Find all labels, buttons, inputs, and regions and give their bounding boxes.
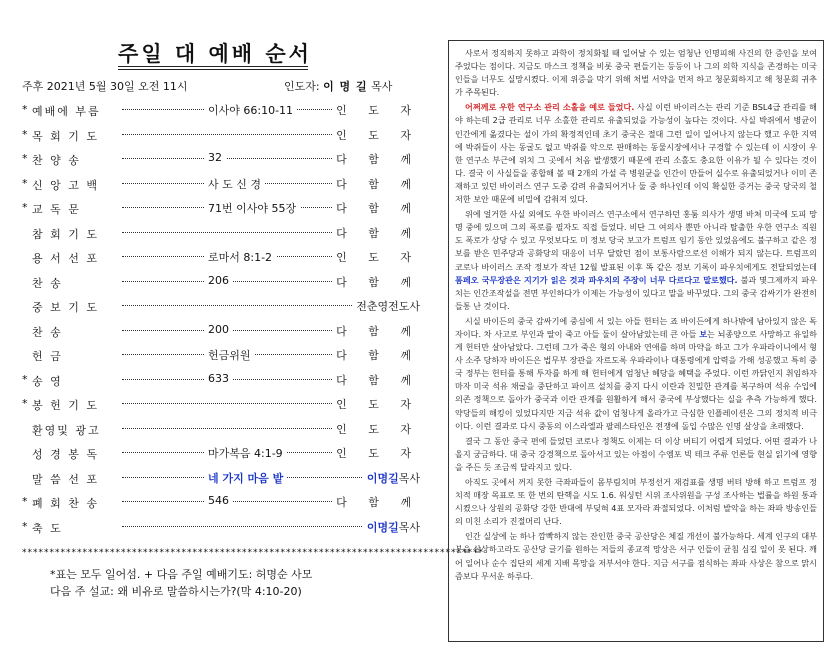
- order-leader: 인 도 자: [332, 396, 420, 412]
- order-content: 206: [204, 274, 233, 287]
- order-label: 목 회 기 도: [32, 129, 99, 143]
- order-row: [22, 348, 420, 366]
- order-label: 찬 송: [32, 325, 63, 339]
- order-row: [22, 397, 420, 415]
- order-row: [22, 471, 420, 489]
- article-highlight: 폼페오 국무장관은 지기가 읽은 것과 파우치의 주장이 너무 다르다고 말로했다.: [455, 274, 738, 285]
- order-content: 546: [204, 494, 233, 507]
- order-content: 헌금위원: [204, 347, 255, 363]
- order-label: 축 도: [32, 521, 63, 535]
- order-leader: 인 도 자: [332, 102, 420, 118]
- order-leader: 다 함 께: [332, 176, 420, 192]
- order-row: [22, 422, 420, 440]
- order-leader: 다 함 께: [332, 200, 420, 216]
- standing-marker: *: [22, 152, 28, 165]
- order-label: 봉 헌 기 도: [32, 399, 99, 412]
- article-paragraph: 아직도 곳에서 꺼지 못한 극좌파들이 몸부림치며 부정선거 재검표를 생명 버텨 방해 하고 트럼프 정치적 매장 목표로 또 한 번의 탄핵을 시도 1.6. 워싱턴 시위 조사위원을 구성 조사하는 법률을 하원 통과시켰으나 상원의 공화당 강한 반대에 부딪혀 4표 모자라 좌절되었다. 이처럼 발악을 하는 좌파 방송인들의 미친 소리가 진절머리 난다.: [455, 477, 817, 527]
- order-row: [22, 275, 420, 293]
- order-content: 네 가지 마음 밭: [204, 470, 287, 486]
- order-label: 찬 송: [32, 276, 63, 290]
- order-row: [22, 128, 420, 146]
- preacher-name-highlight: 이명길: [366, 471, 399, 485]
- standing-marker: *: [22, 495, 28, 508]
- order-row: [22, 201, 420, 219]
- preacher-name: 이 명 길: [323, 80, 368, 93]
- order-label: 용 서 선 포: [32, 252, 99, 265]
- article-paragraph: 결국 그 동안 중국 편에 들었던 코로나 정책도 이제는 더 이상 버티기 어렵게 되었다. 어떤 결과가 나올지 궁금하다. 대 중국 강경책으로 돌아서고 있는 아점이 수엠포 빅 테크 주류 언론들 현실 읽기에 영향을 주든 듯 조금씩 달라지고 있다.: [455, 435, 817, 472]
- order-content: 71번 이사야 55장: [204, 200, 300, 216]
- order-row: [22, 373, 420, 391]
- order-leader: 다 함 께: [332, 494, 420, 510]
- order-label: 헌 금: [32, 350, 63, 363]
- order-row: [22, 495, 420, 513]
- order-label: 말 씀 선 포: [32, 472, 99, 486]
- preacher-name-highlight: 이명길: [366, 520, 399, 534]
- standing-marker: *: [22, 397, 28, 410]
- order-leader: 인 도 자: [332, 445, 420, 461]
- order-row: [22, 520, 420, 538]
- article-highlight: 보: [699, 328, 708, 339]
- preacher-title: 목사: [371, 80, 393, 93]
- standing-marker: *: [22, 176, 28, 190]
- order-leader: 다 함 께: [332, 372, 420, 388]
- order-content: 로마서 8:1-2: [204, 249, 276, 265]
- standing-marker: *: [22, 201, 28, 214]
- order-label: 참 회 기 도: [32, 227, 99, 241]
- order-row: [22, 103, 420, 121]
- preacher-line: [284, 78, 392, 94]
- note-next-sermon: 다음 주 설교: 왜 비유로 말씀하시는가?(막 4:10-20): [50, 585, 302, 598]
- page-title: 주일 대 예배 순서: [118, 42, 312, 66]
- order-row: [22, 250, 420, 268]
- standing-marker: *: [22, 372, 28, 386]
- service-date: 주후 2021년 5월 30일 오전 11시: [22, 80, 188, 93]
- order-leader: 전춘영전도사: [352, 298, 420, 314]
- article-paragraph: 인간 실상에 눈 하나 깜빡하지 않는 잔인한 중국 공산당은 체질 개선이 불가능하다. 세계 인구의 대부분을 살상하고라도 공산당 글기를 원하는 저들의 종교적 망상은 서구 인들이 균침 심길 일이 못 된다. 깨어 일어나 순수 집단의 세계 지배 목망을 저부서야 한다. 지금 서구를 점식하는 좌파 사상은 참으로 맑시즘보다 무서운 하루다.: [455, 531, 817, 581]
- order-leader: 다 함 께: [332, 274, 420, 290]
- order-leader: 이명길목사: [363, 470, 420, 486]
- article-paragraph: 위에 얼거한 사실 외에도 우한 바이러스 연구소에서 연구하던 홍툼 의사가 생명 바쳐 미국에 도피 망명 중에 있으며 그의 폭로를 필자도 직접 들었다. 비단 그 여의사 뿐만 아니라 탈출한 우한 연구소 직원도 폭로가 상당 수 있고 무엇보다도 미 정보 당국 보고가 트럼프 임기 동안 있었음에도 불구하고 같은 정보를 받은 민주당과 공화당의 대응이 너무 달랐던 점이 보통사람으로선 이해가 되지 않는다. 트럼프의 코로나 바이러스 조작 정보가 작년 12월 발표된 이후 똑 같은 정보 기록이 파우치에게도 전달되었는데 폼페오 국무장관은 지기가 읽은 것과 파우치의 주장이 너무 다르다고 말로했다. 불과 몇그제까지 파우치는 인간조작설을 전면 부인하다가 이제는 가능성이 있다고 말을 바꾸었다. 그의 중국 감싸기가 완전히 들통 난 것이다.: [455, 209, 817, 311]
- note-standing: *표는 모두 일어섬. + 다음 주일 예배기도: 허명순 사모: [50, 568, 313, 581]
- order-content: 사 도 신 경: [204, 176, 265, 192]
- article-highlight: 어쩌께로 우한 연구소 관리 소홀을 예로 들었다.: [465, 102, 635, 113]
- article-paragraph: 사로서 정직하지 못하고 과학이 정치화될 때 일어날 수 있는 엄청난 인명피해 사건의 한 증인을 보여주었다는 점이다. 지금도 마스크 정책을 비롯 중국 편들기는 등등이 나 그의 의학 지식을 존경하는 미국인들을 너무도 실망시켰다. 이제 위증을 막기 위해 처벌 서약을 먼저 하고 청문회하지고 해 청문회 귀추가 주목된다.: [455, 48, 817, 98]
- notes: [50, 566, 312, 600]
- separator-line: ************************************************************************************: [22, 548, 484, 558]
- order-content: 633: [204, 372, 233, 385]
- order-label: 성 경 봉 독: [32, 448, 99, 461]
- article-paragraph: 어쩌께로 우한 연구소 관리 소홀을 예로 들었다. 사실 이런 바이러스는 관리 기준 BSL4급 관리를 해야 하는데 2급 관리로 너무 소홀한 관리로 유출되었을 가능성이 높다는 것이다. 사실 박쥐에서 병균이 인간에게 옮겼다는 설이 가의 확정적인데 초기 중국은 절대 그런 일이 일어나지 않는다 했고 우한 지역에 박쥐들이 사는 동굴도 없고 박쥐를 악으로 판매하는 동물시장에서나 구경할 수 있는데 이 시장이 우한 연구소 부근에 위치 그 곳에서 처음 발생했기 때문에 관리 소홀도 충요한 이유가 될 수 있다는 것이다. 결국 이 사실들을 종합해 볼 때 2개의 가설 즉 병원균을 인간이 만들어 실수로 유출되었거나 이미 존재하고 있던 바이러스 연구 도중 감려 유출되어거나 둘 중 하나인데 이익 확실한 증거는 중국 당국의 철저한 보안 때문에 비밀에 감춰져 있다.: [455, 102, 817, 205]
- order-label: 신 앙 고 백: [32, 178, 99, 192]
- order-leader: 인 도 자: [332, 249, 420, 265]
- order-label: 찬 양 송: [32, 154, 81, 167]
- article-paragraph: 시실 바이든의 중국 감싸기에 중심에 서 있는 아들 헌터는 죠 바이든에게 하나밖에 남아있지 않은 독자이다. 차 사고로 부인과 딸이 죽고 아들 둘이 살아남았는데 큰 아들 보는 뇌종양으로 사망하고 유일하게 헌터만 살아남았다. 그런데 그가 죽은 형의 아내와 연애를 하며 마약을 하고 그가 우파라이니에서 형사 소주 당하자 바이든은 법무부 장관을 자르도록 우파라이나 대통령에게 압력을 가해 성공했고 특히 중국 정부는 헌터를 통해 투자를 하게 해 헌터에게 엄청난 혜당을 혜택을 주었다. 이런 까닭인지 취임하자마자 미국 석유 채굴을 중단하고 파이프 설치를 중지 다시 이란과 친밀한 관계를 복구하며 석유 수입에 의존 정책으로 돌아가 중국과 이란 관계를 원활하게 해서 중국에 부상했다는 실을 추측 가능하게 했다. 약당들의 해킹이 있었다지만 지금 석유 값이 엄청나게 올라가고 극심한 인플레이션은 그의 정치적 비극이다. 이런 결과로 다시 중동의 이스라엘과 팔레스타인은 전쟁에 돌입 수많은 인명 살상을 초래했다.: [455, 315, 817, 431]
- order-content: 200: [204, 323, 233, 336]
- order-label: 중 보 기 도: [32, 301, 99, 314]
- order-content: 마가복음 4:1-9: [204, 445, 287, 461]
- order-row: [22, 177, 420, 195]
- order-leader: 인 도 자: [332, 421, 420, 437]
- order-label: 환영및 광고: [32, 423, 101, 437]
- order-leader: 다 함 께: [332, 151, 420, 167]
- standing-marker: *: [22, 127, 28, 141]
- order-row: [22, 299, 420, 317]
- article-panel: [448, 40, 824, 642]
- order-leader: 이명길목사: [363, 519, 420, 535]
- order-label: 폐 회 찬 송: [32, 497, 99, 510]
- order-row: [22, 324, 420, 342]
- order-label: 송 영: [32, 374, 63, 388]
- order-row: [22, 152, 420, 170]
- standing-marker: *: [22, 519, 28, 533]
- order-leader: 다 함 께: [332, 323, 420, 339]
- standing-marker: *: [22, 103, 28, 116]
- order-leader: 인 도 자: [332, 127, 420, 143]
- order-row: [22, 226, 420, 244]
- order-leader: 다 함 께: [332, 347, 420, 363]
- preacher-label: 인도자:: [284, 80, 320, 93]
- title-underline: [118, 66, 308, 70]
- order-content: 이사야 66:10-11: [204, 102, 297, 118]
- order-leader: 다 함 께: [332, 225, 420, 241]
- order-row: [22, 446, 420, 464]
- order-label: 예배에 부름: [32, 105, 101, 118]
- order-label: 교 독 문: [32, 203, 81, 216]
- order-content: 32: [204, 151, 226, 164]
